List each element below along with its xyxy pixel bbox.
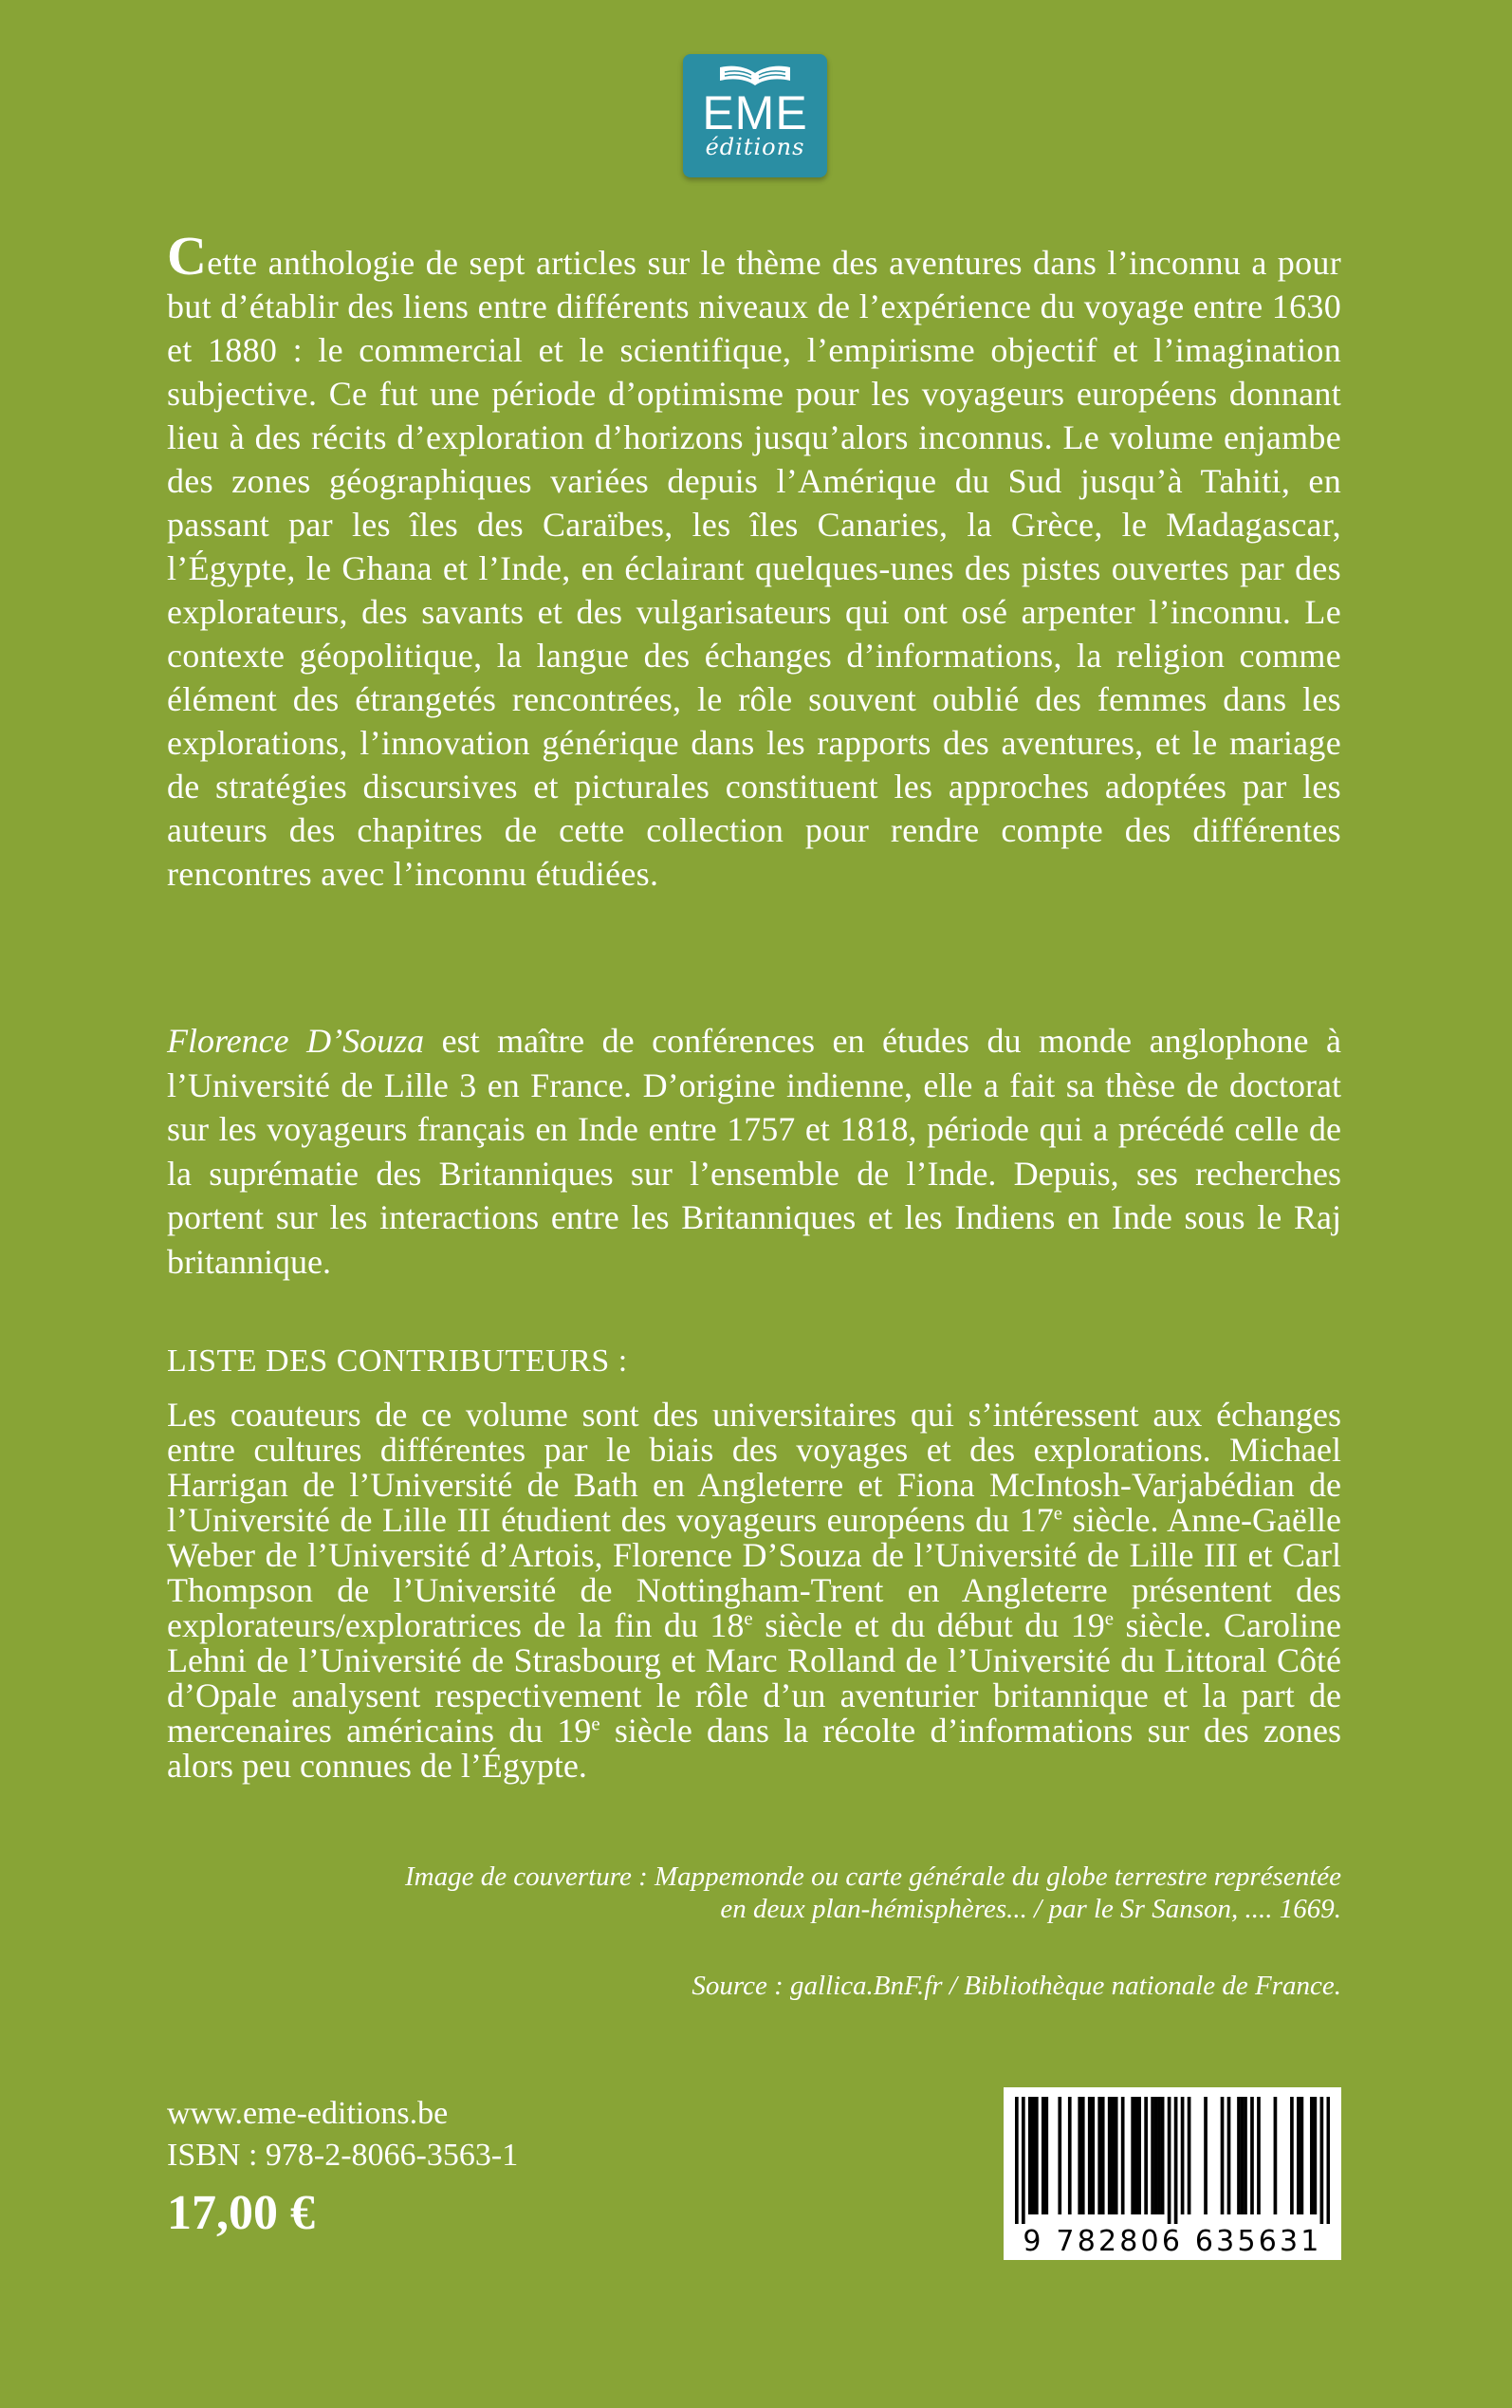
author-bio (167, 1019, 1341, 1284)
barcode-bar (1068, 2097, 1072, 2214)
barcode-bar (1221, 2097, 1225, 2214)
barcode-bar (1134, 2097, 1138, 2214)
contributors-text-3: siècle et du début du 19 (752, 1606, 1105, 1644)
eme-editions-logo (683, 54, 827, 177)
barcode-bar (1157, 2097, 1161, 2214)
superscript-e: e (744, 1606, 753, 1630)
image-source: Source : gallica.BnF.fr / Bibliothèque nationale de France. (691, 1971, 1341, 2001)
superscript-e: e (591, 1712, 600, 1735)
barcode-bar (1174, 2097, 1178, 2224)
barcode-bar (1290, 2097, 1294, 2214)
barcode-bar (1244, 2097, 1247, 2214)
barcode-bar (1144, 2097, 1148, 2214)
contributors-text (167, 1398, 1341, 1784)
barcode-bar (1137, 2097, 1141, 2214)
isbn: ISBN : 978-2-8066-3563-1 (167, 2138, 519, 2173)
barcode-bar (1042, 2097, 1045, 2214)
barcode-bar (1121, 2097, 1125, 2214)
barcode (1004, 2087, 1341, 2260)
contributors-text-4: siècle. Caroline Lehni de l’Université de Strasbourg et Marc Rolland de l’Université du Littoral Côté d’Opale analysent respectivement le rôle d’un aventurier britannique et la part de mercenaires américains du 19 (167, 1606, 1341, 1750)
barcode-bar (1237, 2097, 1241, 2214)
abstract-paragraph (167, 225, 1341, 896)
barcode-bar (1161, 2097, 1165, 2214)
barcode-bars (1015, 2097, 1330, 2224)
barcode-number: 9 782806 635631 (1023, 2225, 1322, 2258)
barcode-bar (1181, 2097, 1185, 2214)
drop-cap: C (167, 225, 208, 287)
price: 17,00 € (167, 2186, 315, 2240)
bio-body: est maître de conférences en études du monde anglophone à l’Université de Lille 3 en France. D’origine indienne, elle a fait sa thèse de doctorat sur les voyageurs français en Inde entre 1757 et 1818, période qui a précédé celle de la suprématie des Britanniques sur l’ensemble de l’Inde. Depuis, ses recherches portent sur les interactions entre les Britanniques et les Indiens en Inde sous le Raj britannique. (167, 1022, 1341, 1281)
publisher-website: www.eme-editions.be (167, 2096, 449, 2131)
barcode-bar (1101, 2097, 1105, 2214)
superscript-e: e (1104, 1606, 1115, 1630)
barcode-bar (1297, 2097, 1300, 2214)
contributors-text-5: siècle dans la récolte d’informations sur des zones alors peu connues de l’Égypte. (167, 1712, 1341, 1785)
barcode-bar (1327, 2097, 1330, 2224)
barcode-bar (1274, 2097, 1278, 2214)
barcode-bar (1151, 2097, 1154, 2214)
barcode-bar (1115, 2097, 1118, 2214)
barcode-bar (1108, 2097, 1112, 2214)
contributors-title: LISTE DES CONTRIBUTEURS : (167, 1343, 628, 1379)
barcode-bar (1091, 2097, 1095, 2214)
barcode-bar (1250, 2097, 1254, 2214)
cover-caption-line-2: en deux plan-hémisphères... / par le Sr Sanson, .... 1669. (720, 1894, 1341, 1924)
barcode-bar (1320, 2097, 1324, 2224)
barcode-bar (1241, 2097, 1245, 2214)
barcode-bar (1131, 2097, 1134, 2214)
cover-caption (167, 1861, 1341, 1925)
barcode-bar (1111, 2097, 1115, 2214)
logo-name: EME (702, 86, 808, 139)
cover-caption-line-1: Image de couverture : Mappemonde ou carte générale du globe terrestre représentée (404, 1862, 1341, 1892)
author-name: Florence D’Souza (167, 1022, 425, 1060)
barcode-bar (1058, 2097, 1061, 2214)
barcode-bar (1300, 2097, 1304, 2214)
barcode-bar (1310, 2097, 1314, 2214)
bio-paragraph (167, 1019, 1341, 1284)
barcode-bar (1022, 2097, 1025, 2224)
superscript-e: e (1053, 1501, 1062, 1525)
barcode-bar (1015, 2097, 1019, 2224)
barcode-bar (1188, 2097, 1191, 2214)
open-book-icon (715, 61, 795, 89)
barcode-bar (1227, 2097, 1231, 2214)
barcode-bar (1154, 2097, 1158, 2214)
contributors-text-1: Les coauteurs de ce volume sont des universitaires qui s’intéressent aux échanges entre cultures différentes par le biais des voyages et des explorations. Michael Harrigan de l’Université de Bath en Angleterre et Fiona McIntosh-Varjabédian de l’Université de Lille III étudient des voyageurs européens du 17 (167, 1396, 1341, 1539)
abstract-body: ette anthologie de sept articles sur le thème des aventures dans l’inconnu a pour but d’établir des liens entre différents niveaux de l’expérience du voyage entre 1630 et 1880 : le commercial et le scientifique, l’empirisme objectif et l’imagination subjective. Ce fut une période d’optimisme pour les voyageurs européens donnant lieu à des récits d’exploration d’horizons jusqu’alors inconnus. Le volume enjambe des zones géographiques variées depuis l’Amérique du Sud jusqu’à Tahiti, en passant par les îles des Caraïbes, les îles Canaries, la Grèce, le Madagascar, l’Égypte, le Ghana et l’Inde, en éclairant quelques-unes des pistes ouvertes par des explorateurs, des savants et des vulgarisateurs qui ont osé arpenter l’inconnu. Le contexte géopolitique, la langue des échanges d’informations, la religion comme élément des étrangetés rencontrées, le rôle souvent oublié des femmes dans les explorations, l’innovation générique dans les rapports des aventures, et le mariage de stratégies discursives et picturales constituent les approches adoptées par les auteurs des chapitres de cette collection pour rendre compte des différentes rencontres avec l’inconnu étudiées. (167, 244, 1341, 893)
barcode-bar (1168, 2097, 1171, 2224)
barcode-bar (1035, 2097, 1039, 2214)
barcode-bar (1097, 2097, 1101, 2214)
abstract (167, 225, 1341, 896)
barcode-bar (1204, 2097, 1208, 2214)
barcode-bar (1088, 2097, 1092, 2214)
barcode-bar (1257, 2097, 1261, 2214)
contributors-paragraph (167, 1398, 1341, 1784)
barcode-bar (1081, 2097, 1085, 2214)
barcode-bar (1031, 2097, 1035, 2214)
barcode-bar (1314, 2097, 1318, 2214)
barcode-bar (1028, 2097, 1032, 2214)
barcode-bar (1044, 2097, 1048, 2214)
contributors-text-2: siècle. Anne-Gaëlle Weber de l’Université d’Artois, Florence D’Souza de l’Université de Lille III et Carl Thompson de l’Université de Nottingham-Trent en Angleterre présentent des explorateurs/exploratrices de la fin du 18 (167, 1501, 1341, 1644)
logo-subtitle: éditions (705, 134, 805, 160)
barcode-bar (1078, 2097, 1081, 2214)
